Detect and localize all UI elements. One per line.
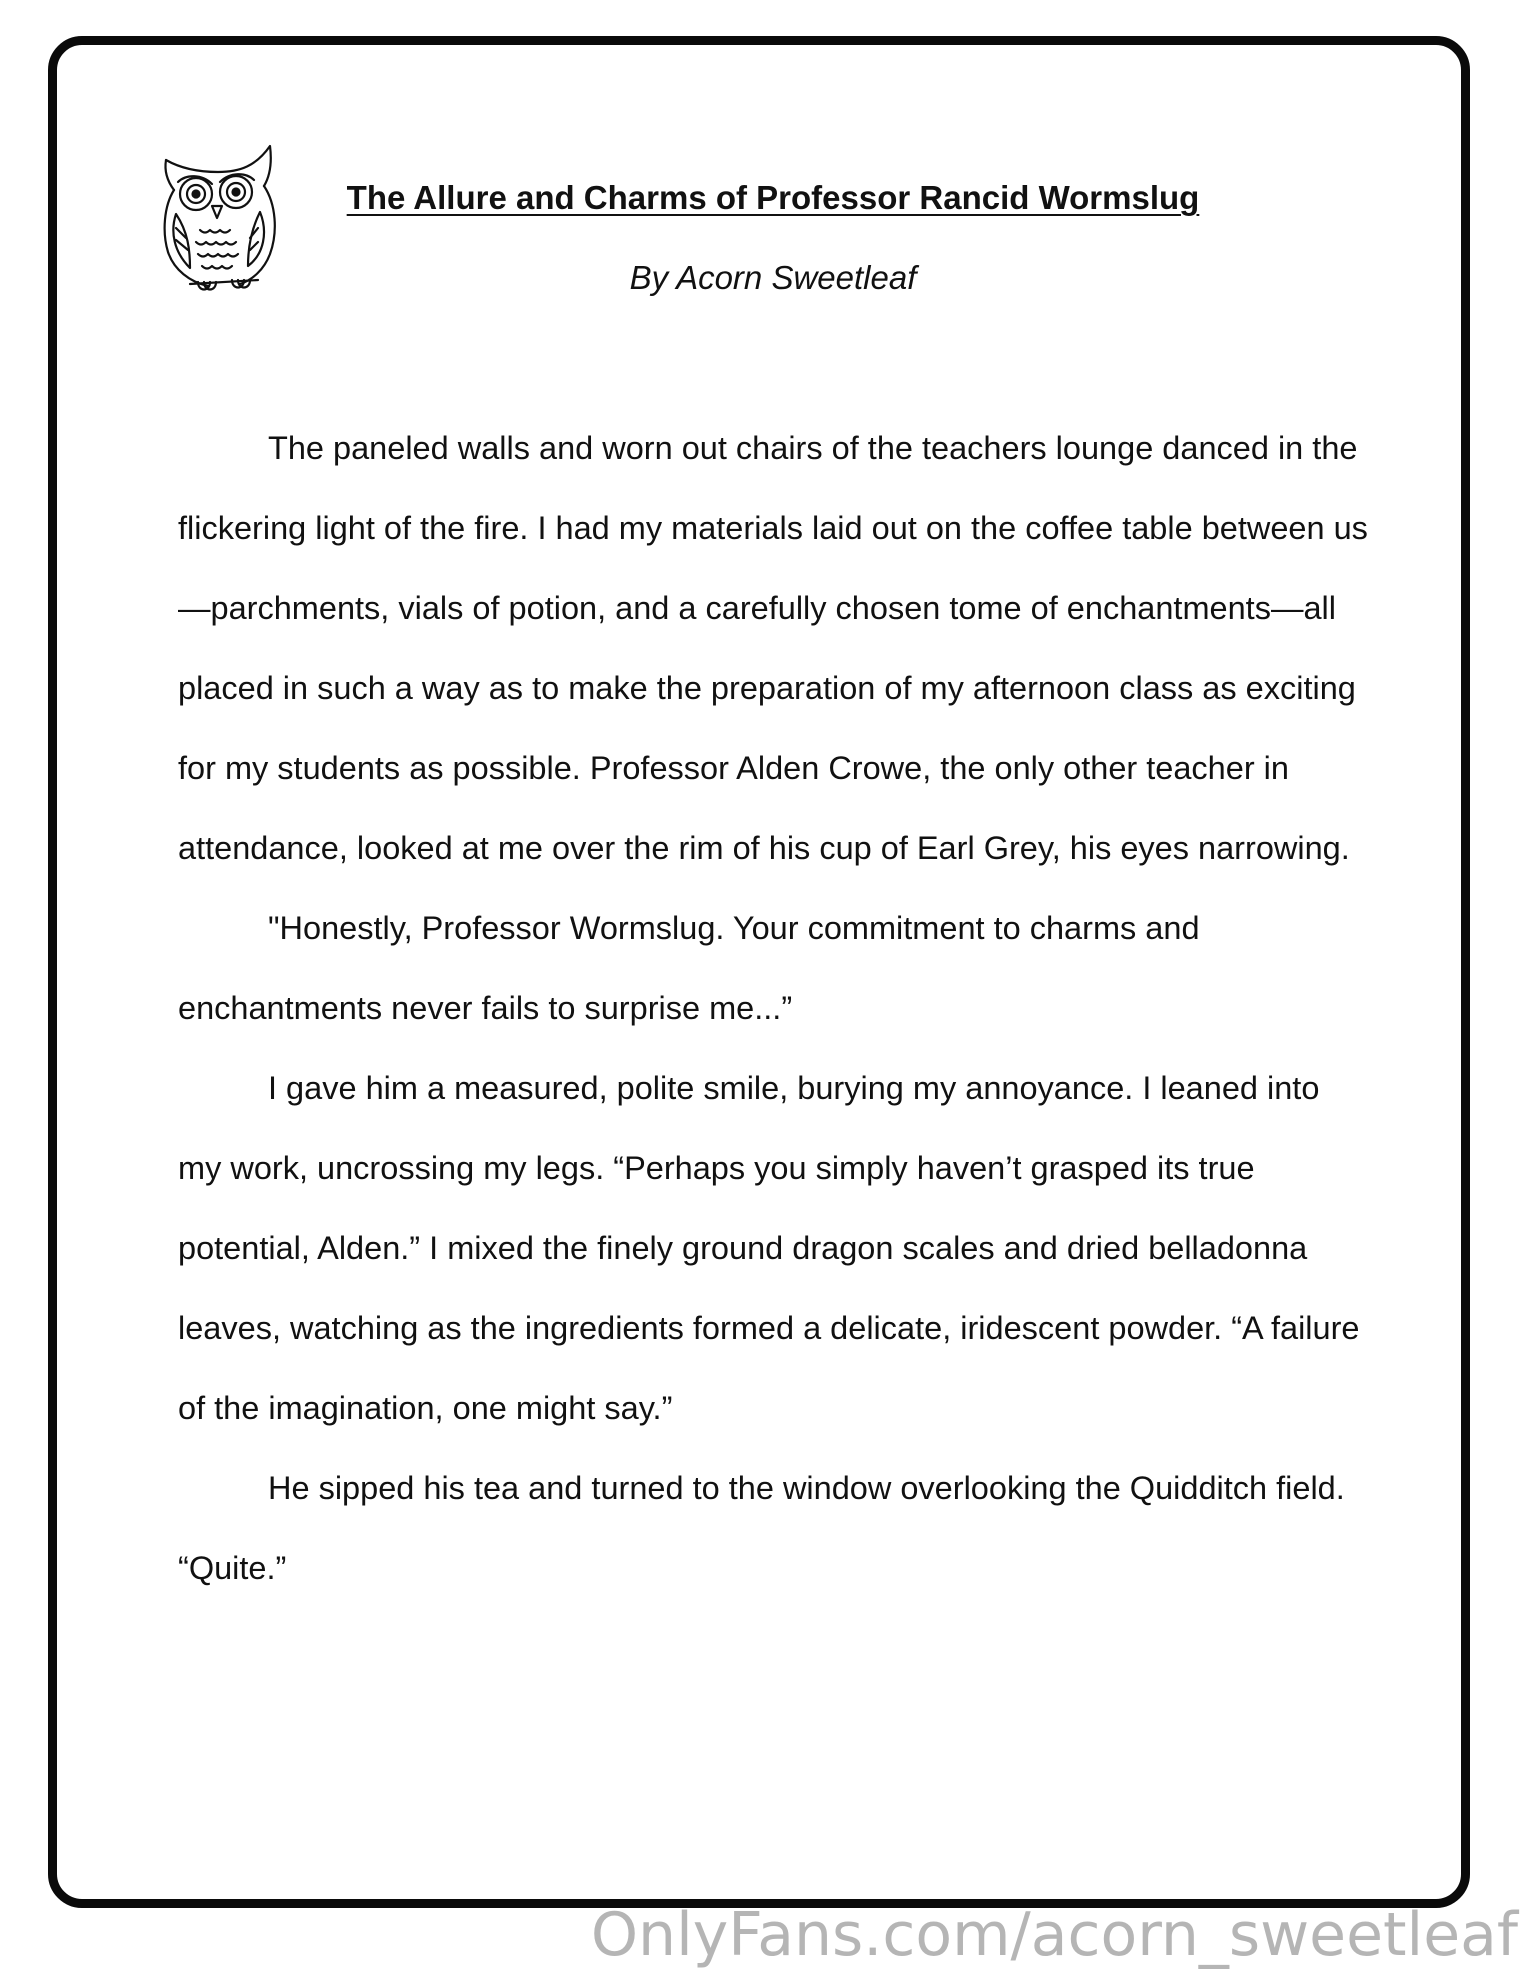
paragraph-4: He sipped his tea and turned to the window overlooking the Quidditch field. “Quite.” xyxy=(178,1470,1345,1586)
story-body xyxy=(178,408,1368,1608)
document-title: The Allure and Charms of Professor Rancid Wormslug xyxy=(346,179,1200,216)
watermark: OnlyFans.com/acorn_sweetleaf xyxy=(590,1900,1518,1970)
paragraph-2: "Honestly, Professor Wormslug. Your commitment to charms and enchantments never fails to surprise me...” xyxy=(178,910,1200,1026)
paragraph-1: The paneled walls and worn out chairs of the teachers lounge danced in the flickering light of the fire. I had my materials laid out on the coffee table between us—parchments, vials of potion, and a carefully chosen tome of enchantments—all placed in such a way as to make the preparation of my afternoon class as exciting for my students as possible. Professor Alden Crowe, the only other teacher in attendance, looked at me over the rim of his cup of Earl Grey, his eyes narrowing. xyxy=(178,430,1368,866)
paragraph-3: I gave him a measured, polite smile, burying my annoyance. I leaned into my work, uncrossing my legs. “Perhaps you simply haven’t grasped its true potential, Alden.” I mixed the finely ground dragon scales and dried belladonna leaves, watching as the ingredients formed a delicate, iridescent powder. “A failure of the imagination, one might say.” xyxy=(178,1070,1360,1426)
author-byline: By Acorn Sweetleaf xyxy=(629,259,917,296)
